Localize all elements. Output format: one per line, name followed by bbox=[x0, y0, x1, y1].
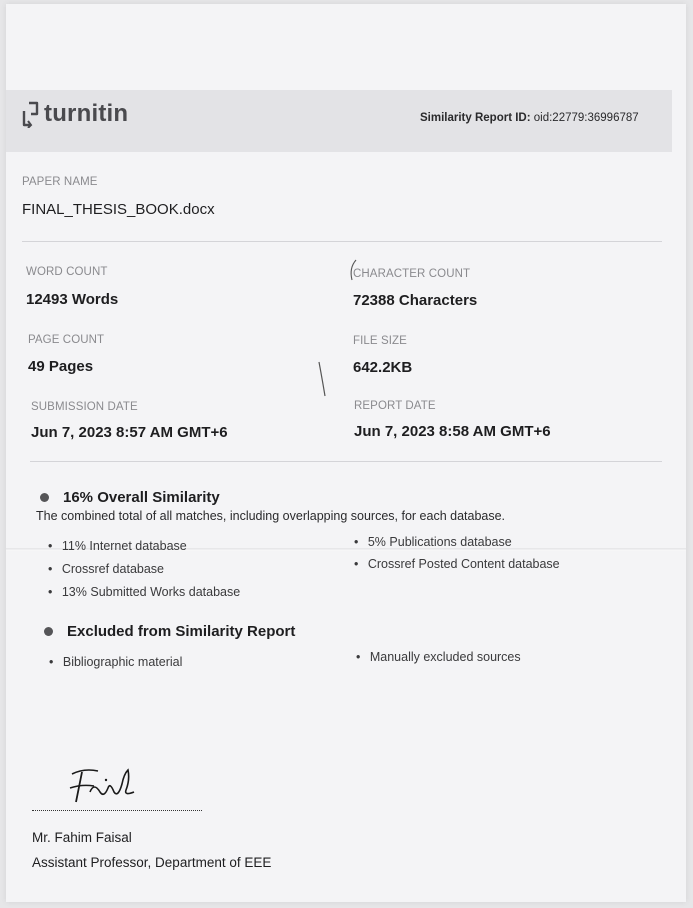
page-count-value: 49 Pages bbox=[28, 358, 94, 375]
bullet-dot-icon bbox=[44, 627, 53, 636]
excluded-item: • Bibliographic material bbox=[49, 655, 182, 669]
report-id-value: oid:22779:36996787 bbox=[533, 112, 639, 124]
logo-text: turnitin bbox=[44, 100, 129, 127]
submission-date-label: SUBMISSION DATE bbox=[31, 401, 138, 413]
file-size-label: FILE SIZE bbox=[353, 335, 407, 347]
divider-middle bbox=[30, 461, 662, 462]
report-date-value: Jun 7, 2023 8:58 AM GMT+6 bbox=[354, 423, 551, 440]
word-count-value: 12493 Words bbox=[26, 291, 119, 308]
bullet-dot-icon bbox=[40, 493, 49, 502]
submission-date-value: Jun 7, 2023 8:57 AM GMT+6 bbox=[31, 424, 228, 441]
signatory-name: Mr. Fahim Faisal bbox=[32, 830, 132, 845]
excluded-item: • Manually excluded sources bbox=[356, 650, 521, 664]
similarity-item: • 11% Internet database bbox=[48, 539, 187, 553]
similarity-item: • 5% Publications database bbox=[354, 535, 512, 549]
report-id-label: Similarity Report ID: bbox=[420, 112, 531, 124]
paper-name-value: FINAL_THESIS_BOOK.docx bbox=[22, 201, 215, 218]
overall-similarity-title bbox=[40, 489, 220, 506]
similarity-report-id bbox=[420, 112, 639, 124]
similarity-item: • 13% Submitted Works database bbox=[48, 585, 240, 599]
signature-line bbox=[32, 810, 202, 811]
similarity-item: • Crossref Posted Content database bbox=[354, 557, 560, 571]
character-count-label: CHARACTER COUNT bbox=[353, 268, 471, 280]
turnitin-logo bbox=[20, 100, 128, 128]
divider-top bbox=[22, 241, 662, 242]
pen-tick-mark bbox=[346, 258, 360, 282]
word-count-label: WORD COUNT bbox=[26, 266, 108, 278]
overall-similarity-text: 16% Overall Similarity bbox=[63, 489, 220, 506]
turnitin-logo-icon bbox=[20, 100, 40, 128]
excluded-title-text: Excluded from Similarity Report bbox=[67, 623, 296, 640]
character-count-value: 72388 Characters bbox=[353, 292, 478, 309]
page-count-label: PAGE COUNT bbox=[28, 334, 105, 346]
file-size-value: 642.2KB bbox=[353, 359, 413, 376]
similarity-item: • Crossref database bbox=[48, 562, 164, 576]
pen-mark bbox=[316, 360, 328, 400]
handwritten-signature bbox=[64, 762, 144, 806]
paper-name-label: PAPER NAME bbox=[22, 176, 98, 188]
signatory-title: Assistant Professor, Department of EEE bbox=[32, 855, 272, 870]
similarity-description: The combined total of all matches, including overlapping sources, for each database. bbox=[36, 509, 506, 523]
report-date-label: REPORT DATE bbox=[354, 400, 436, 412]
excluded-title bbox=[44, 623, 295, 640]
